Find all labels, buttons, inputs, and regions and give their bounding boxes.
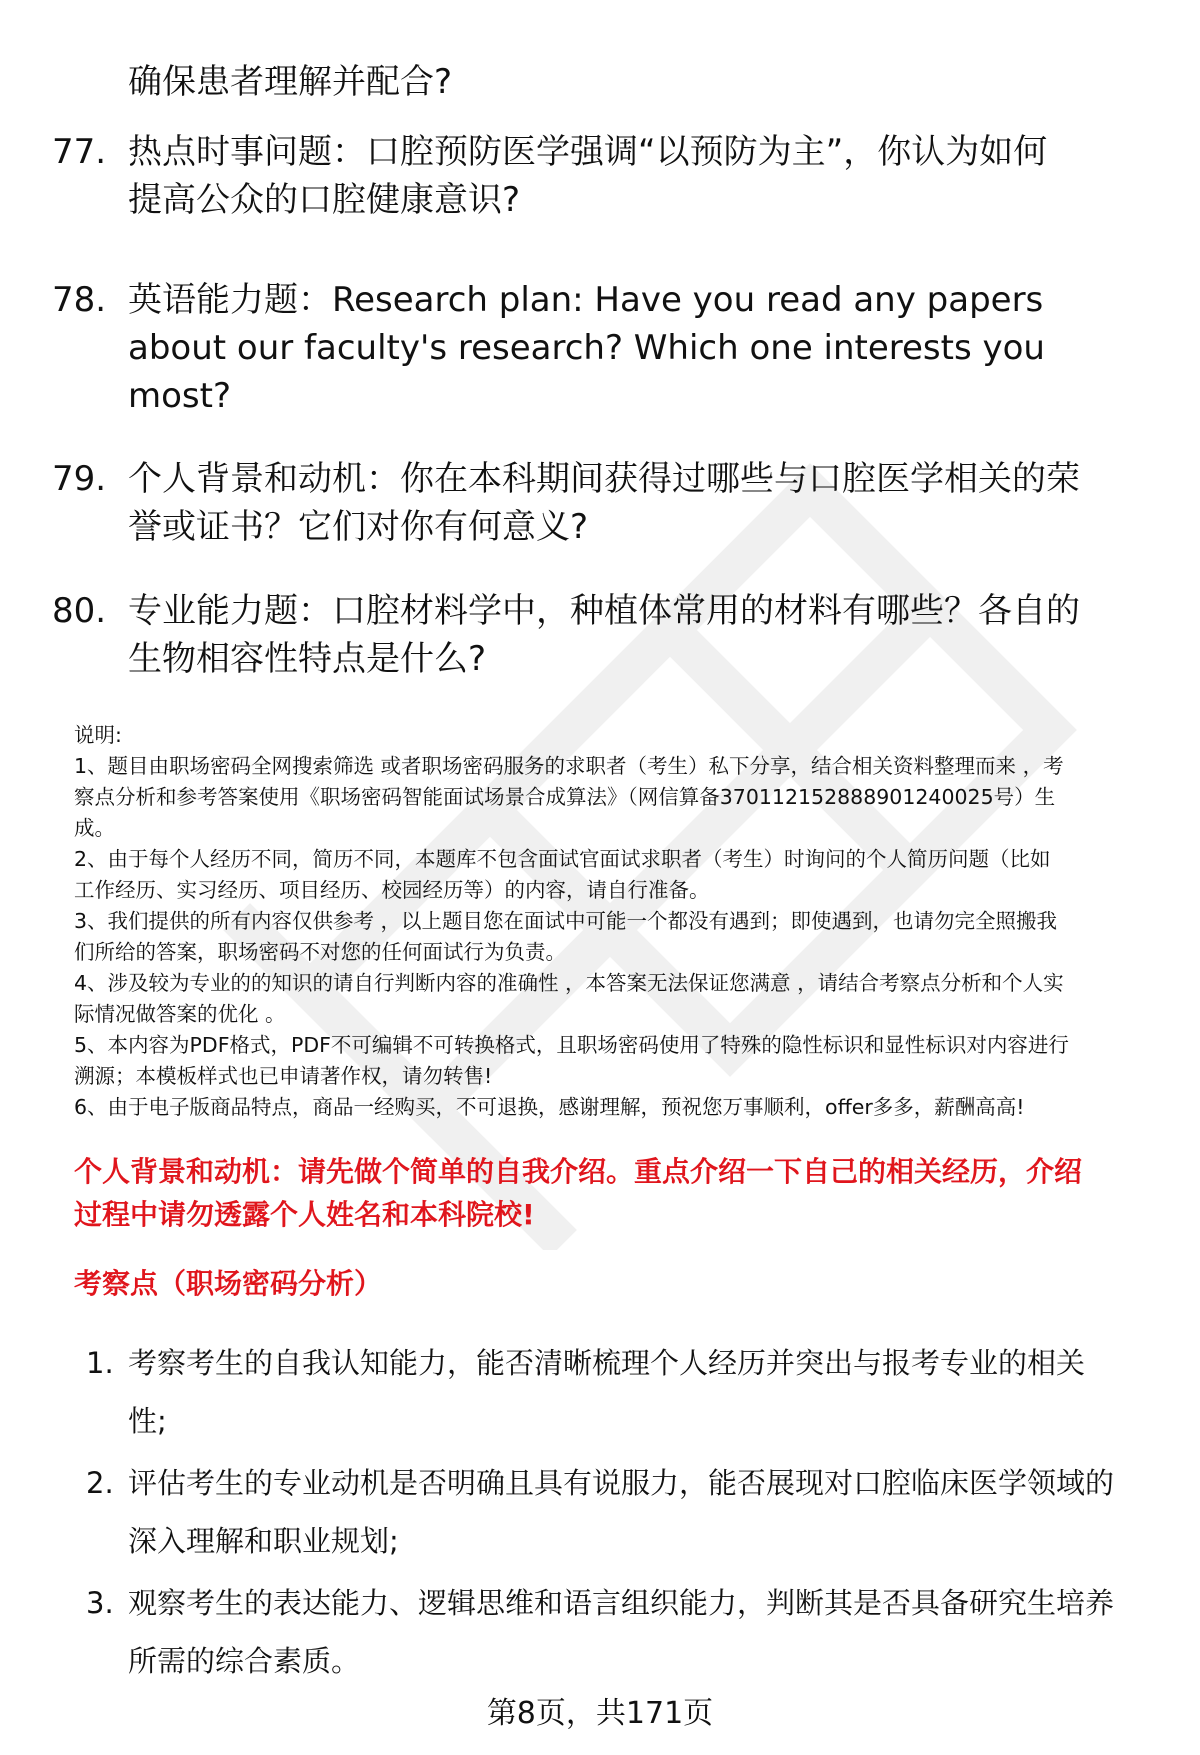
- question-text: [128, 128, 1148, 224]
- notes-line: 4、涉及较为专业的的知识的请自行判断内容的准确性 ，本答案无法保证您满意 ，请结合考察点分析和个人实: [74, 971, 1064, 995]
- notes-line: 工作经历、实习经历、项目经历、校园经历等）的内容，请自行准备。: [74, 878, 710, 902]
- analysis-heading: 考察点（职场密码分析）: [74, 1267, 383, 1300]
- notes-line: 2、由于每个人经历不同，简历不同，本题库不包含面试官面试求职者（考生）时询问的个人简历问题（比如: [74, 847, 1051, 871]
- notes-line: 6、由于电子版商品特点，商品一经购买，不可退换，感谢理解，预祝您万事顺利，offer多多，薪酬高高!: [74, 1095, 1025, 1119]
- point-number: 2.: [86, 1466, 114, 1500]
- question-line: 专业能力题：口腔材料学中，种植体常用的材料有哪些？各自的: [128, 591, 1080, 631]
- question-line: 誉或证书？它们对你有何意义?: [128, 507, 589, 547]
- point-line: 考察考生的自我认知能力，能否清晰梳理个人经历并突出与报考专业的相关: [128, 1346, 1086, 1380]
- featured-question-heading: [74, 1150, 1164, 1236]
- featured-question-line: 个人背景和动机：请先做个简单的自我介绍。重点介绍一下自己的相关经历，介绍: [74, 1155, 1083, 1188]
- notes-line: 溯源；本模板样式也已申请著作权，请勿转售!: [74, 1064, 493, 1088]
- notes-line: 5、本内容为PDF格式，PDF不可编辑不可转换格式，且职场密码使用了特殊的隐性标识和显性标识对内容进行: [74, 1033, 1069, 1057]
- question-line: 生物相容性特点是什么?: [128, 639, 487, 679]
- notes-line: 察点分析和参考答案使用《职场密码智能面试场景合成算法》（网信算备370112152888901240025号）生: [74, 785, 1056, 809]
- point-line: 所需的综合素质。: [128, 1644, 361, 1678]
- notes-line: 际情况做答案的优化 。: [74, 1002, 286, 1026]
- question-line: 热点时事问题：口腔预防医学强调“以预防为主”，你认为如何: [128, 132, 1048, 172]
- point-line: 评估考生的专业动机是否明确且具有说服力，能否展现对口腔临床医学领域的: [128, 1466, 1115, 1500]
- page-number-footer: 第8页，共171页: [486, 1696, 714, 1731]
- notes-line: 说明:: [74, 723, 122, 747]
- disclaimer-notes: [74, 720, 1164, 1123]
- question-text: [128, 455, 1148, 551]
- point-number: 3.: [86, 1586, 114, 1620]
- point-text: [128, 1454, 1114, 1570]
- question-text: [128, 587, 1148, 683]
- question-line: 英语能力题：Research plan: Have you read any papers: [128, 280, 1044, 320]
- question-line: 个人背景和动机：你在本科期间获得过哪些与口腔医学相关的荣: [128, 459, 1080, 499]
- question-line: about our faculty's research? Which one interests you: [128, 328, 1045, 368]
- point-line: 深入理解和职业规划;: [128, 1524, 399, 1558]
- question-number: 77.: [52, 132, 107, 172]
- notes-line: 们所给的答案，职场密码不对您的任何面试行为负责。: [74, 940, 566, 964]
- question-number: 80.: [52, 591, 107, 631]
- point-text: [128, 1334, 1085, 1450]
- notes-line: 1、题目由职场密码全网搜索筛选 或者职场密码服务的求职者（考生）私下分享，结合相关资料整理而来 ，考: [74, 754, 1064, 778]
- point-text: [128, 1574, 1114, 1690]
- question-number: 79.: [52, 459, 107, 499]
- notes-line: 成。: [74, 816, 115, 840]
- question-line: most?: [128, 376, 232, 416]
- question-continuation: 确保患者理解并配合?: [128, 62, 453, 102]
- point-line: 观察考生的表达能力、逻辑思维和语言组织能力，判断其是否具备研究生培养: [128, 1586, 1115, 1620]
- question-line: 提高公众的口腔健康意识?: [128, 180, 521, 220]
- featured-question-line: 过程中请勿透露个人姓名和本科院校!: [74, 1198, 535, 1231]
- point-number: 1.: [86, 1346, 114, 1380]
- question-text: [128, 276, 1148, 420]
- notes-line: 3、我们提供的所有内容仅供参考 ，以上题目您在面试中可能一个都没有遇到；即使遇到，也请勿完全照搬我: [74, 909, 1058, 933]
- question-number: 78.: [52, 280, 107, 320]
- point-line: 性;: [128, 1404, 167, 1438]
